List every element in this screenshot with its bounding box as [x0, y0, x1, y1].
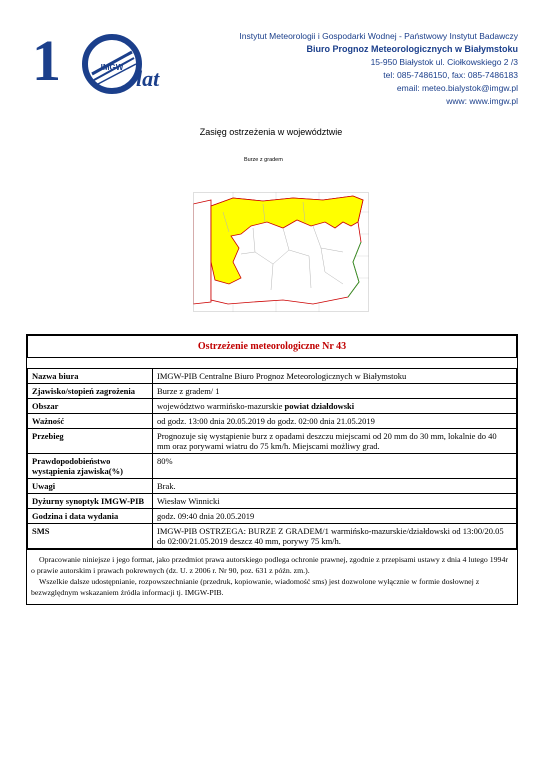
row-value: godz. 09:40 dnia 20.05.2019: [153, 509, 517, 524]
row-value: Prognozuje się wystąpienie burz z opadami deszczu miejscami od 20 mm do 30 mm, lokalnie do 40 mm oraz porywami wiatru do 75 km/h. Miejscami możliwy grad.: [153, 429, 517, 454]
warning-table: [27, 335, 517, 549]
imgw-100-years-logo: [24, 28, 174, 98]
office-phone: tel: 085-7486150, fax: 085-7486183: [383, 70, 518, 80]
row-label: Uwagi: [28, 479, 153, 494]
warning-area-map: [193, 192, 369, 312]
row-value: IMGW-PIB OSTRZEGA: BURZE Z GRADEM/1 warmińsko-mazurskie/działdowski od 13:00/20.05 do 02:00/21.05.2019 deszcz 40 mm, porywy 75 km/h.: [153, 524, 517, 549]
warning-heading: Ostrzeżenie meteorologiczne Nr 43: [28, 336, 517, 358]
map-subtitle: Burze z gradem: [244, 157, 283, 163]
row-label: Zjawisko/stopień zagrożenia: [28, 384, 153, 399]
copyright-notice: [27, 549, 517, 604]
logo-badge: IMGW: [100, 63, 124, 72]
row-label: SMS: [28, 524, 153, 549]
institute-name: Instytut Meteorologii i Gospodarki Wodnej - Państwowy Instytut Badawczy: [239, 31, 518, 41]
row-label: Ważność: [28, 414, 153, 429]
map-title: Zasięg ostrzeżenia w województwie: [199, 127, 343, 137]
row-value: Brak.: [153, 479, 517, 494]
redistribution-paragraph: Wszelkie dalsze udostępnianie, rozpowszechnianie (przedruk, kopiowanie, wiadomość sms) jest dozwolone wyłącznie w formie dosłownej z bezwzględnym wskazaniem źródła informacji tj. IMGW-PIB.: [31, 577, 480, 597]
copyright-paragraph: Opracowanie niniejsze i jego format, jako przedmiot prawa autorskiego podlega ochronie prawnej, zgodnie z przepisami ustawy z dnia 4 lutego 1994r o prawie autorskim i prawach pokrewnych (dz. U. z 2006 r. Nr 90, poz. 631 z późn. zm.).: [31, 555, 508, 575]
row-label: Przebieg: [28, 429, 153, 454]
row-value: Wiesław Winnicki: [153, 494, 517, 509]
row-value: województwo warmińsko-mazurskie powiat działdowski: [153, 399, 517, 414]
office-name: Biuro Prognoz Meteorologicznych w Białymstoku: [306, 44, 518, 54]
row-label: Prawdopodobieństwo wystąpienia zjawiska(%): [28, 454, 153, 479]
row-value: IMGW-PIB Centralne Biuro Prognoz Meteorologicznych w Białymstoku: [153, 369, 517, 384]
row-value: 80%: [153, 454, 517, 479]
table-row: [28, 479, 517, 494]
warning-panel: [26, 334, 518, 605]
table-row: [28, 399, 517, 414]
office-email[interactable]: email: meteo.bialystok@imgw.pl: [396, 83, 518, 93]
table-row: [28, 384, 517, 399]
logo-digit: 1: [32, 28, 61, 93]
table-row: [28, 509, 517, 524]
row-value: od godz. 13:00 dnia 20.05.2019 do godz. 02:00 dnia 21.05.2019: [153, 414, 517, 429]
table-row: [28, 494, 517, 509]
table-row: [28, 369, 517, 384]
table-row: [28, 429, 517, 454]
table-row: [28, 454, 517, 479]
office-address: 15-950 Białystok ul. Ciołkowskiego 2 /3: [370, 57, 518, 67]
logo-lat: lat: [136, 66, 160, 91]
row-label: Godzina i data wydania: [28, 509, 153, 524]
row-value: Burze z gradem/ 1: [153, 384, 517, 399]
row-label: Obszar: [28, 399, 153, 414]
row-label: Nazwa biura: [28, 369, 153, 384]
county-name: powiat działdowski: [284, 401, 355, 411]
table-row: [28, 524, 517, 549]
row-label: Dyżurny synoptyk IMGW-PIB: [28, 494, 153, 509]
globe-icon: [82, 34, 142, 94]
neighbour-region: [193, 200, 211, 304]
institute-header: [188, 30, 518, 108]
office-website[interactable]: www: www.imgw.pl: [446, 96, 518, 106]
table-row: [28, 414, 517, 429]
